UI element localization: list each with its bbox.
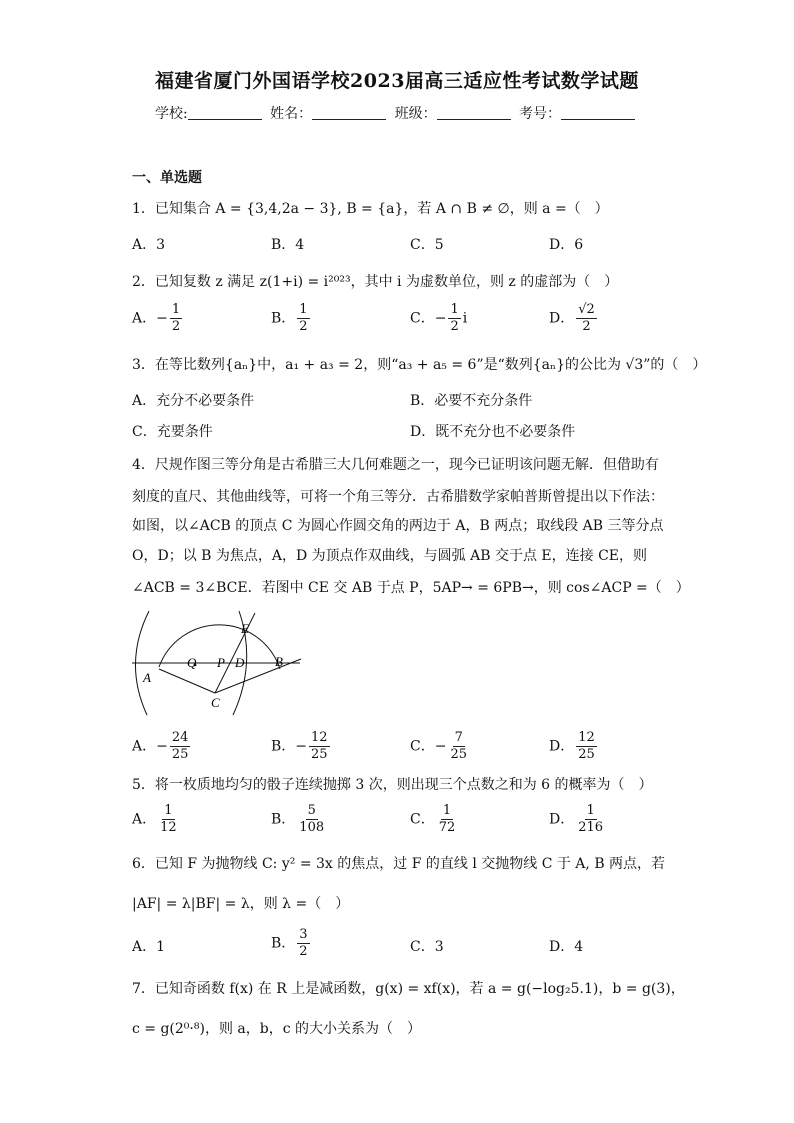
q1-option-c: C．5 (410, 237, 444, 253)
q3-option-b: B．必要不充分条件 (410, 393, 533, 409)
label-e: E (241, 621, 249, 636)
q5-option-c (410, 803, 459, 836)
q2-option-a (132, 302, 184, 335)
q4-option-b-den: 25 (311, 747, 328, 762)
q6-option-b-num: 3 (299, 927, 308, 942)
q1-stem: 1．已知集合 A = {3,4,2a − 3}, B = {a}，若 A ∩ B ≠ ∅，则 a =（ ） (132, 201, 609, 217)
q5-option-b-fraction (297, 803, 326, 836)
class-blank (437, 105, 511, 120)
q4-option-d (549, 730, 599, 763)
q2-option-d-label: D． (549, 310, 575, 327)
q4-line-2: 刻度的直尺、其他曲线等，可将一个角三等分．古希腊数学家帕普斯曾提出以下作法： (132, 489, 664, 505)
q2-option-c-fraction (448, 302, 460, 335)
q6-stem-2: |AF| = λ|BF| = λ，则 λ =（ ） (132, 896, 350, 912)
q7-stem: 7．已知奇函数 f(x) 在 R 上是减函数，g(x) = xf(x)，若 a = g(−log₂5.1)，b = g(3)， (132, 981, 685, 997)
q6-option-c: C．3 (410, 939, 444, 955)
q5-option-a-label: A． (132, 811, 157, 828)
q4-geometry-figure (125, 603, 315, 721)
q4-option-d-fraction (576, 730, 597, 763)
q2-option-d-fraction (576, 302, 597, 335)
label-b: B (275, 654, 283, 669)
q5-option-c-den: 72 (438, 820, 456, 835)
exam-number-blank (561, 105, 635, 120)
q4-option-b-num: 12 (311, 730, 328, 745)
q4-option-c-den: 25 (450, 747, 467, 762)
q6-option-b-den: 2 (299, 944, 308, 959)
q2-option-a-fraction (170, 302, 182, 335)
label-c: C (211, 695, 220, 710)
q5-stem: 5．将一枚质地均匀的骰子连续抛掷 3 次，则出现三个点数之和为 6 的概率为（ ） (132, 777, 653, 793)
q4-option-c-fraction (448, 730, 469, 763)
q2-option-a-den: 2 (171, 319, 181, 334)
q4-option-a-num: 24 (171, 730, 189, 745)
q4-option-c (410, 730, 471, 763)
q5-option-a-fraction (158, 803, 179, 836)
q7-stem-2: c = g(2⁰·⁸)，则 a，b，c 的大小关系为（ ） (132, 1021, 421, 1037)
q3-option-a: A．充分不必要条件 (132, 393, 255, 409)
segment-ac (159, 669, 215, 693)
name-label: 姓名： (270, 106, 313, 122)
q4-option-d-label: D． (549, 738, 575, 755)
q4-line-1: 4．尺规作图三等分角是古希腊三大几何难题之一，现今已证明该问题无解．但借助有 (132, 457, 659, 473)
q4-option-a (132, 730, 192, 763)
q4-line-4: O，D；以 B 为焦点，A，D 为顶点作双曲线，与圆弧 AB 交于点 E，连接 CE，则 (132, 548, 648, 564)
q6-option-b-label: B． (271, 935, 296, 952)
q4-option-d-den: 25 (578, 747, 595, 762)
q6-option-b-fraction (297, 927, 309, 960)
q5-option-c-num: 1 (442, 803, 452, 818)
q3-stem: 3．在等比数列{aₙ}中，a₁ + a₃ = 2，则“a₃ + a₅ = 6”是“数列{aₙ}的公比为 √3”的（ ） (132, 357, 707, 373)
q5-option-a-num: 1 (164, 803, 173, 818)
school-blank (188, 105, 262, 120)
label-a: A (143, 670, 151, 685)
q2-option-a-label: A．− (132, 310, 168, 327)
class-label: 班级： (394, 106, 437, 122)
q2-option-b (271, 302, 312, 335)
q2-option-d (549, 302, 599, 335)
q1-option-a: A．3 (132, 237, 166, 253)
q4-line-3: 如图，以∠ACB 的顶点 C 为圆心作圆交角的两边于 A，B 两点；取线段 AB 三等分点 (132, 518, 664, 534)
section-title: 一、单选题 (132, 170, 202, 186)
q2-option-c-num: 1 (450, 302, 459, 317)
q2-stem: 2．已知复数 z 满足 z(1+i) = i²⁰²³，其中 i 为虚数单位，则 z 的虚部为（ ） (132, 274, 619, 290)
exam-title: 福建省厦门外国语学校2023届高三适应性考试数学试题 (155, 70, 639, 92)
q5-option-d-label: D． (549, 811, 575, 828)
q5-option-b (271, 803, 328, 836)
q4-option-b-label: B．− (271, 738, 308, 755)
q4-option-a-fraction (170, 730, 191, 763)
q2-option-c (410, 302, 467, 335)
label-q: Q (187, 655, 197, 670)
q2-option-a-num: 1 (171, 302, 181, 317)
q1-option-b: B．4 (271, 237, 305, 253)
q4-option-b (271, 730, 332, 763)
q2-option-b-label: B． (271, 310, 296, 327)
q2-option-d-num: √2 (578, 302, 595, 317)
q6-stem: 6．已知 F 为抛物线 C: y² = 3x 的焦点，过 F 的直线 l 交抛物线 C 于 A, B 两点，若 (132, 856, 666, 872)
q5-option-b-den: 108 (299, 820, 325, 835)
q4-line-5: ∠ACB = 3∠BCE．若图中 CE 交 AB 于点 P，5AP→ = 6PB→，则 cos∠ACP =（ ） (132, 580, 690, 596)
q5-option-c-fraction (437, 803, 458, 836)
q5-option-b-num: 5 (307, 803, 316, 818)
q4-option-a-label: A．− (132, 738, 168, 755)
q5-option-d (549, 803, 607, 836)
q5-option-a (132, 803, 181, 836)
q2-option-b-den: 2 (299, 319, 308, 334)
q4-option-a-den: 25 (171, 747, 189, 762)
q6-option-b (271, 927, 312, 960)
q2-option-c-den: 2 (450, 319, 459, 334)
q5-option-c-label: C． (410, 811, 435, 828)
q2-option-c-suffix: i (462, 310, 468, 327)
segment-cb (215, 659, 301, 693)
q6-option-a: A．1 (132, 939, 166, 955)
name-blank (312, 105, 386, 120)
q4-option-b-fraction (309, 730, 330, 763)
q4-option-d-num: 12 (578, 730, 595, 745)
q2-option-c-label: C．− (410, 310, 447, 327)
q2-option-b-num: 1 (299, 302, 308, 317)
q1-option-d: D．6 (549, 237, 584, 253)
q5-option-b-label: B． (271, 811, 296, 828)
q4-option-c-num: 7 (454, 730, 463, 745)
q5-option-a-den: 12 (160, 820, 177, 835)
label-p: P (217, 655, 225, 670)
q5-option-d-den: 216 (578, 820, 604, 835)
school-label: 学校: (154, 106, 188, 122)
exam-number-label: 考号： (519, 106, 562, 122)
q2-option-b-fraction (297, 302, 309, 335)
q3-option-c: C．充要条件 (132, 424, 213, 440)
q5-option-d-num: 1 (586, 803, 595, 818)
q6-option-d: D．4 (549, 939, 584, 955)
q5-option-d-fraction (576, 803, 605, 836)
label-d: D (235, 655, 245, 670)
q2-option-d-den: 2 (582, 319, 591, 334)
student-info-row (0, 103, 794, 123)
q4-option-c-label: C．− (410, 738, 447, 755)
q3-option-d: D．既不充分也不必要条件 (410, 424, 576, 440)
